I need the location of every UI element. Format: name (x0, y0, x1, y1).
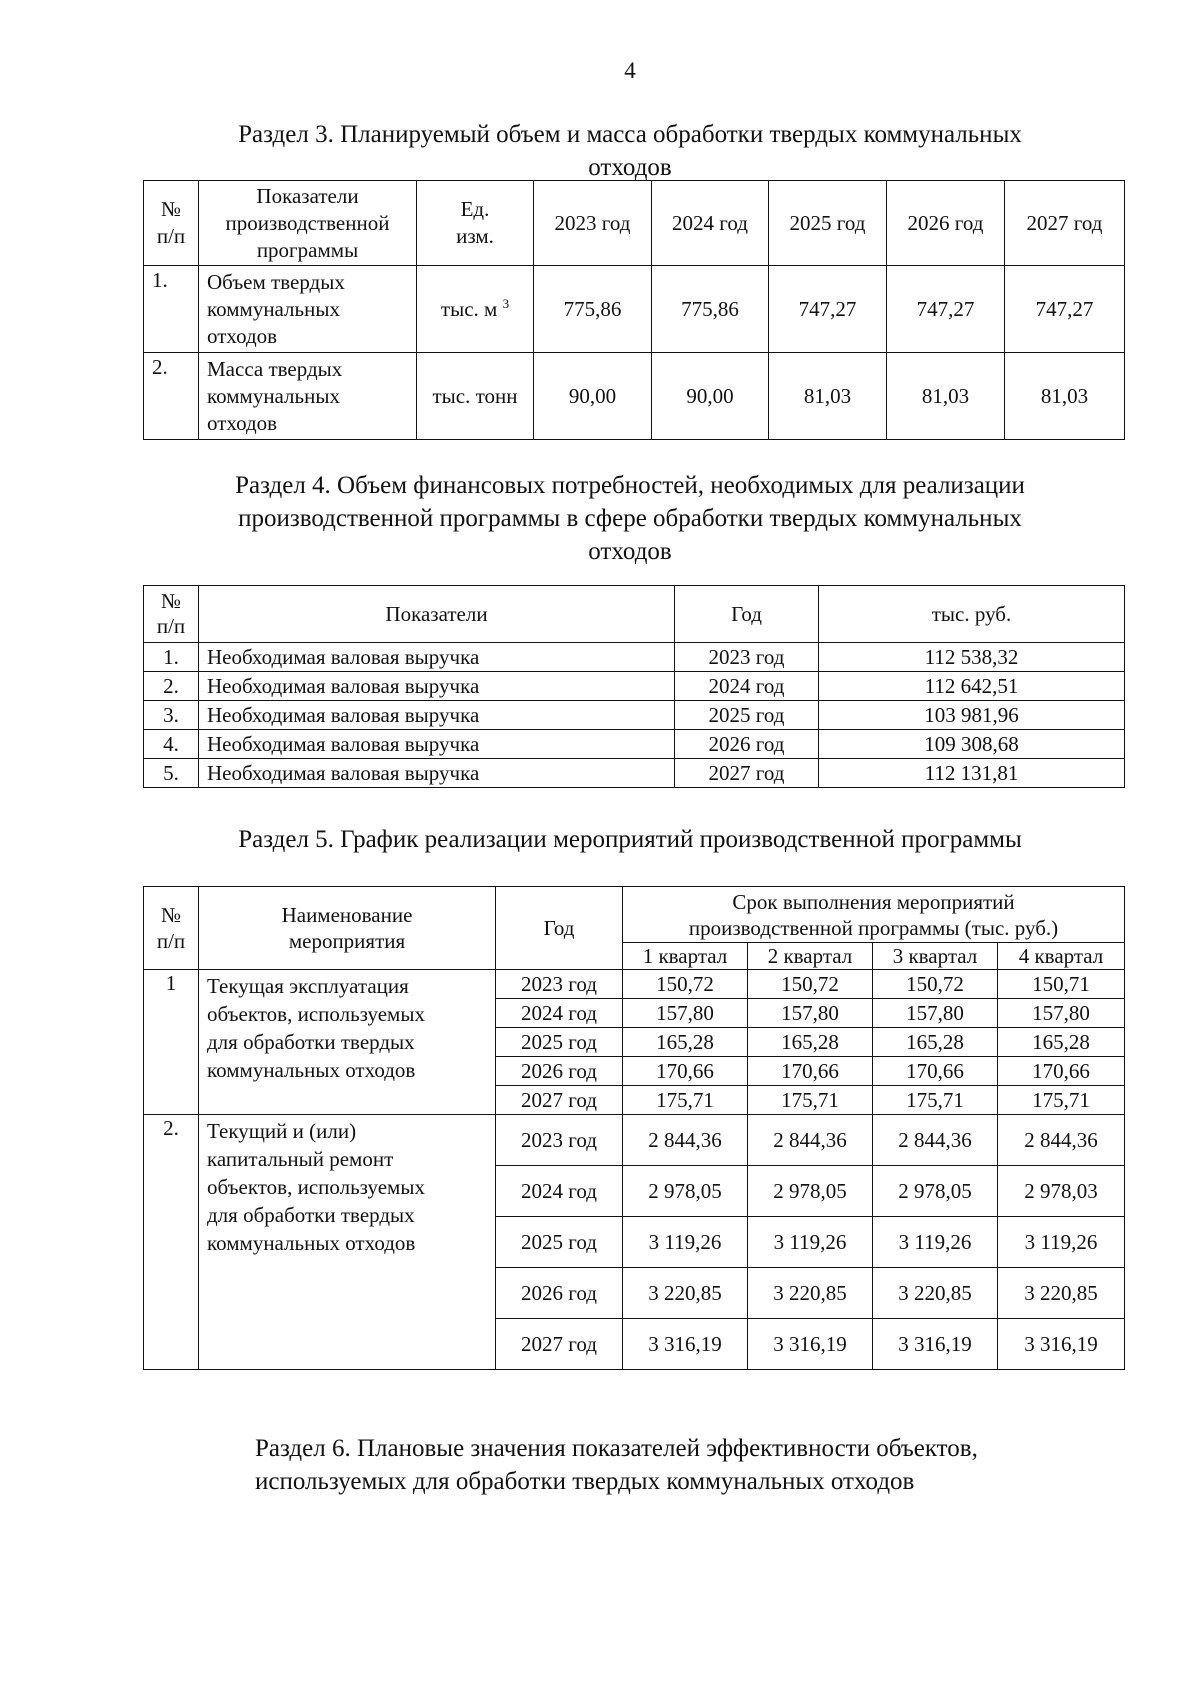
row-q2: 165,28 (748, 1028, 873, 1057)
row-value: 747,27 (887, 266, 1005, 353)
section4-title (140, 469, 1120, 568)
row-q3: 3 119,26 (873, 1217, 998, 1268)
row-q3: 175,71 (873, 1086, 998, 1115)
table-row (144, 266, 1125, 353)
row-q1: 170,66 (623, 1057, 748, 1086)
row-name: Необходимая валовая выручка (199, 730, 675, 759)
row-q2: 150,72 (748, 970, 873, 999)
row-year: 2023 год (496, 1115, 623, 1166)
header-quarter-2: 2 квартал (748, 943, 873, 970)
row-q4: 170,66 (998, 1057, 1125, 1086)
row-num: 2. (144, 672, 199, 701)
table-header-row (144, 181, 1125, 266)
table-row (144, 759, 1125, 788)
row-q3: 157,80 (873, 999, 998, 1028)
header-period: Срок выполнения мероприятий производственной программы (тыс. руб.) (623, 887, 1125, 943)
row-value: 81,03 (1005, 353, 1125, 440)
row-q4: 157,80 (998, 999, 1125, 1028)
row-name: Необходимая валовая выручка (199, 701, 675, 730)
row-year: 2027 год (675, 759, 819, 788)
row-year: 2024 год (496, 999, 623, 1028)
header-year-2027: 2027 год (1005, 181, 1125, 266)
row-q1: 3 316,19 (623, 1319, 748, 1370)
section6-title-line-2: используемых для обработки твердых коммунальных отходов (255, 1468, 915, 1495)
row-year: 2025 год (675, 701, 819, 730)
row-q4: 2 978,03 (998, 1166, 1125, 1217)
group-num: 2. (144, 1115, 199, 1370)
table-row (144, 353, 1125, 440)
section4-title-line-1: Раздел 4. Объем финансовых потребностей, необходимых для реализации (235, 472, 1025, 499)
section3-title (140, 118, 1120, 184)
row-q2: 3 220,85 (748, 1268, 873, 1319)
header-num: № п/п (144, 181, 199, 266)
row-q4: 3 316,19 (998, 1319, 1125, 1370)
header-indicator: Показатели (199, 586, 675, 643)
group-name: Текущая эксплуатация объектов, используемых для обработки твердых коммунальных отходов (199, 970, 496, 1115)
row-amount: 112 538,32 (819, 643, 1125, 672)
row-q1: 2 844,36 (623, 1115, 748, 1166)
row-unit: тыс. м $^3$ (417, 266, 534, 353)
row-q3: 3 220,85 (873, 1268, 998, 1319)
production-volume-table (143, 180, 1125, 440)
row-year: 2023 год (675, 643, 819, 672)
row-q1: 165,28 (623, 1028, 748, 1057)
row-year: 2027 год (496, 1319, 623, 1370)
row-q3: 170,66 (873, 1057, 998, 1086)
row-q2: 2 844,36 (748, 1115, 873, 1166)
row-year: 2025 год (496, 1217, 623, 1268)
row-q2: 3 316,19 (748, 1319, 873, 1370)
table-header-row (144, 586, 1125, 643)
header-amount: тыс. руб. (819, 586, 1125, 643)
table-row (144, 701, 1125, 730)
table-header-row (144, 887, 1125, 943)
header-quarter-4: 4 квартал (998, 943, 1125, 970)
group-num: 1 (144, 970, 199, 1115)
row-name: Необходимая валовая выручка (199, 643, 675, 672)
row-value: 775,86 (652, 266, 769, 353)
section6-title-line-1: Раздел 6. Плановые значения показателей эффективности объектов, (255, 1435, 978, 1462)
row-amount: 103 981,96 (819, 701, 1125, 730)
row-value: 747,27 (769, 266, 887, 353)
row-amount: 112 642,51 (819, 672, 1125, 701)
row-value: 747,27 (1005, 266, 1125, 353)
row-q3: 3 316,19 (873, 1319, 998, 1370)
row-q1: 157,80 (623, 999, 748, 1028)
row-q1: 3 220,85 (623, 1268, 748, 1319)
table-row (144, 643, 1125, 672)
header-year-2025: 2025 год (769, 181, 887, 266)
header-num: № п/п (144, 887, 199, 970)
section3-title-line-2: отходов (588, 154, 672, 181)
row-q3: 165,28 (873, 1028, 998, 1057)
row-q2: 175,71 (748, 1086, 873, 1115)
row-unit: тыс. тонн (417, 353, 534, 440)
row-name: Объем твердых коммунальных отходов (199, 266, 417, 353)
row-year: 2025 год (496, 1028, 623, 1057)
row-q4: 2 844,36 (998, 1115, 1125, 1166)
row-q2: 157,80 (748, 999, 873, 1028)
row-year: 2023 год (496, 970, 623, 999)
row-name: Масса твердых коммунальных отходов (199, 353, 417, 440)
section6-title (255, 1432, 1155, 1498)
header-year: Год (496, 887, 623, 970)
row-value: 90,00 (534, 353, 652, 440)
row-value: 90,00 (652, 353, 769, 440)
table-row (144, 1115, 1125, 1166)
table-row (144, 970, 1125, 999)
row-q1: 3 119,26 (623, 1217, 748, 1268)
row-q3: 2 978,05 (873, 1166, 998, 1217)
row-value: 81,03 (887, 353, 1005, 440)
row-q2: 170,66 (748, 1057, 873, 1086)
row-year: 2026 год (675, 730, 819, 759)
row-q3: 2 844,36 (873, 1115, 998, 1166)
row-q1: 150,72 (623, 970, 748, 999)
header-quarter-3: 3 квартал (873, 943, 998, 970)
row-amount: 112 131,81 (819, 759, 1125, 788)
header-quarter-1: 1 квартал (623, 943, 748, 970)
schedule-table (143, 886, 1125, 1370)
row-q4: 165,28 (998, 1028, 1125, 1057)
row-num: 5. (144, 759, 199, 788)
row-year: 2024 год (675, 672, 819, 701)
row-num: 4. (144, 730, 199, 759)
header-year-2024: 2024 год (652, 181, 769, 266)
header-name: Наименование мероприятия (199, 887, 496, 970)
section4-title-line-3: отходов (588, 538, 672, 565)
header-year-2023: 2023 год (534, 181, 652, 266)
header-unit: Ед. изм. (417, 181, 534, 266)
group-name: Текущий и (или) капитальный ремонт объектов, используемых для обработки твердых коммунальных отходов (199, 1115, 496, 1370)
row-q4: 3 220,85 (998, 1268, 1125, 1319)
financial-needs-table (143, 585, 1125, 788)
table-row (144, 672, 1125, 701)
table-row (144, 730, 1125, 759)
row-value: 81,03 (769, 353, 887, 440)
section4-title-line-2: производственной программы в сфере обработки твердых коммунальных (238, 505, 1022, 532)
row-num: 3. (144, 701, 199, 730)
row-q2: 2 978,05 (748, 1166, 873, 1217)
header-num: № п/п (144, 586, 199, 643)
row-q2: 3 119,26 (748, 1217, 873, 1268)
row-num: 1. (144, 643, 199, 672)
row-year: 2026 год (496, 1268, 623, 1319)
row-year: 2027 год (496, 1086, 623, 1115)
section5-title: Раздел 5. График реализации мероприятий производственной программы (238, 826, 1022, 853)
row-q1: 175,71 (623, 1086, 748, 1115)
section3-title-line-1: Раздел 3. Планируемый объем и масса обработки твердых коммунальных (238, 121, 1022, 148)
row-q4: 175,71 (998, 1086, 1125, 1115)
page-number: 4 (624, 58, 636, 83)
row-amount: 109 308,68 (819, 730, 1125, 759)
row-year: 2024 год (496, 1166, 623, 1217)
row-q3: 150,72 (873, 970, 998, 999)
row-q4: 150,71 (998, 970, 1125, 999)
header-year-2026: 2026 год (887, 181, 1005, 266)
row-num: 2. (144, 353, 199, 440)
row-name: Необходимая валовая выручка (199, 672, 675, 701)
row-q1: 2 978,05 (623, 1166, 748, 1217)
row-num: 1. (144, 266, 199, 353)
row-name: Необходимая валовая выручка (199, 759, 675, 788)
header-year: Год (675, 586, 819, 643)
header-indicator: Показатели производственной программы (199, 181, 417, 266)
row-value: 775,86 (534, 266, 652, 353)
row-q4: 3 119,26 (998, 1217, 1125, 1268)
row-year: 2026 год (496, 1057, 623, 1086)
